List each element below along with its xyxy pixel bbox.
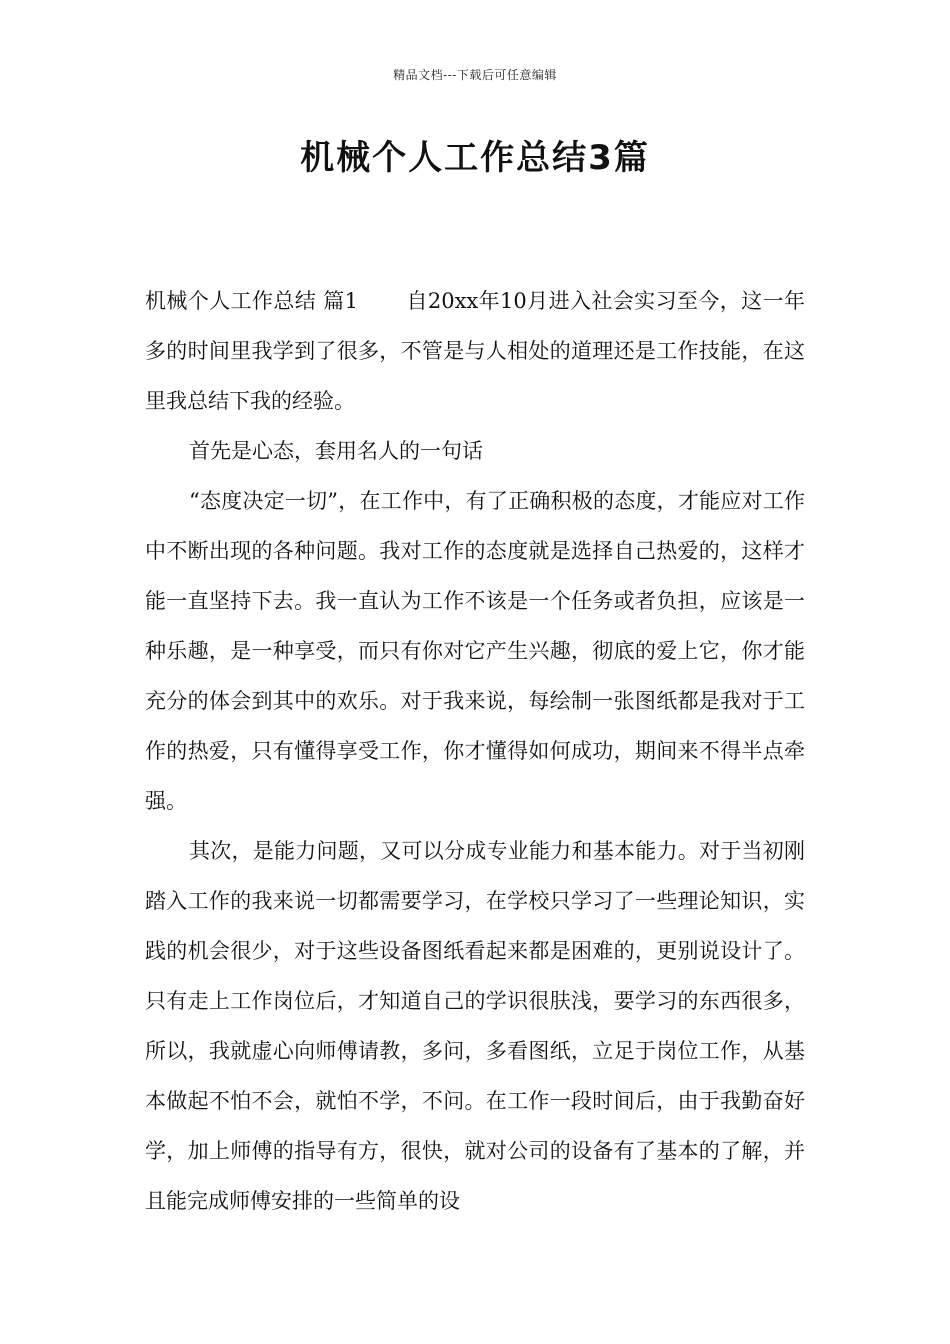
paragraph-1 bbox=[145, 276, 805, 426]
paragraph-3: “态度决定一切”，在工作中，有了正确积极的态度，才能应对工作中不断出现的各种问题。我对工作的态度就是选择自己热爱的，这样才能一直坚持下去。我一直认为工作不该是一个任务或者负担，应该是一种乐趣，是一种享受，而只有你对它产生兴趣，彻底的爱上它，你才能充分的体会到其中的欢乐。对于我来说，每绘制一张图纸都是我对于工作的热爱，只有懂得享受工作，你才懂得如何成功，期间来不得半点牵强。 bbox=[145, 489, 805, 813]
document-body bbox=[145, 276, 805, 1226]
header-note: 精品文档---下载后可任意编辑 bbox=[393, 68, 557, 82]
paragraph-4: 其次，是能力问题，又可以分成专业能力和基本能力。对于当初刚踏入工作的我来说一切都需要学习，在学校只学习了一些理论知识，实践的机会很少，对于这些设备图纸看起来都是困难的，更别说设计了。只有走上工作岗位后，才知道自己的学识很肤浅，要学习的东西很多，所以，我就虚心向师傅请教，多问，多看图纸，立足于岗位工作，从基本做起不怕不会，就怕不学，不问。在工作一段时间后，由于我勤奋好学，加上师傅的指导有方，很快，就对公司的设备有了基本的了解，并且能完成师傅安排的一些简单的设 bbox=[145, 839, 805, 1213]
paragraph-1-text: 自20xx年10月进入社会实习至今，这一年多的时间里我学到了很多，不管是与人相处的道理还是工作技能，在这里我总结下我的经验。 bbox=[145, 289, 805, 413]
document-title: 机械个人工作总结3篇 bbox=[300, 138, 650, 178]
section-heading: 机械个人工作总结 篇1 bbox=[145, 289, 359, 313]
paragraph-2: 首先是心态，套用名人的一句话 bbox=[189, 439, 483, 463]
